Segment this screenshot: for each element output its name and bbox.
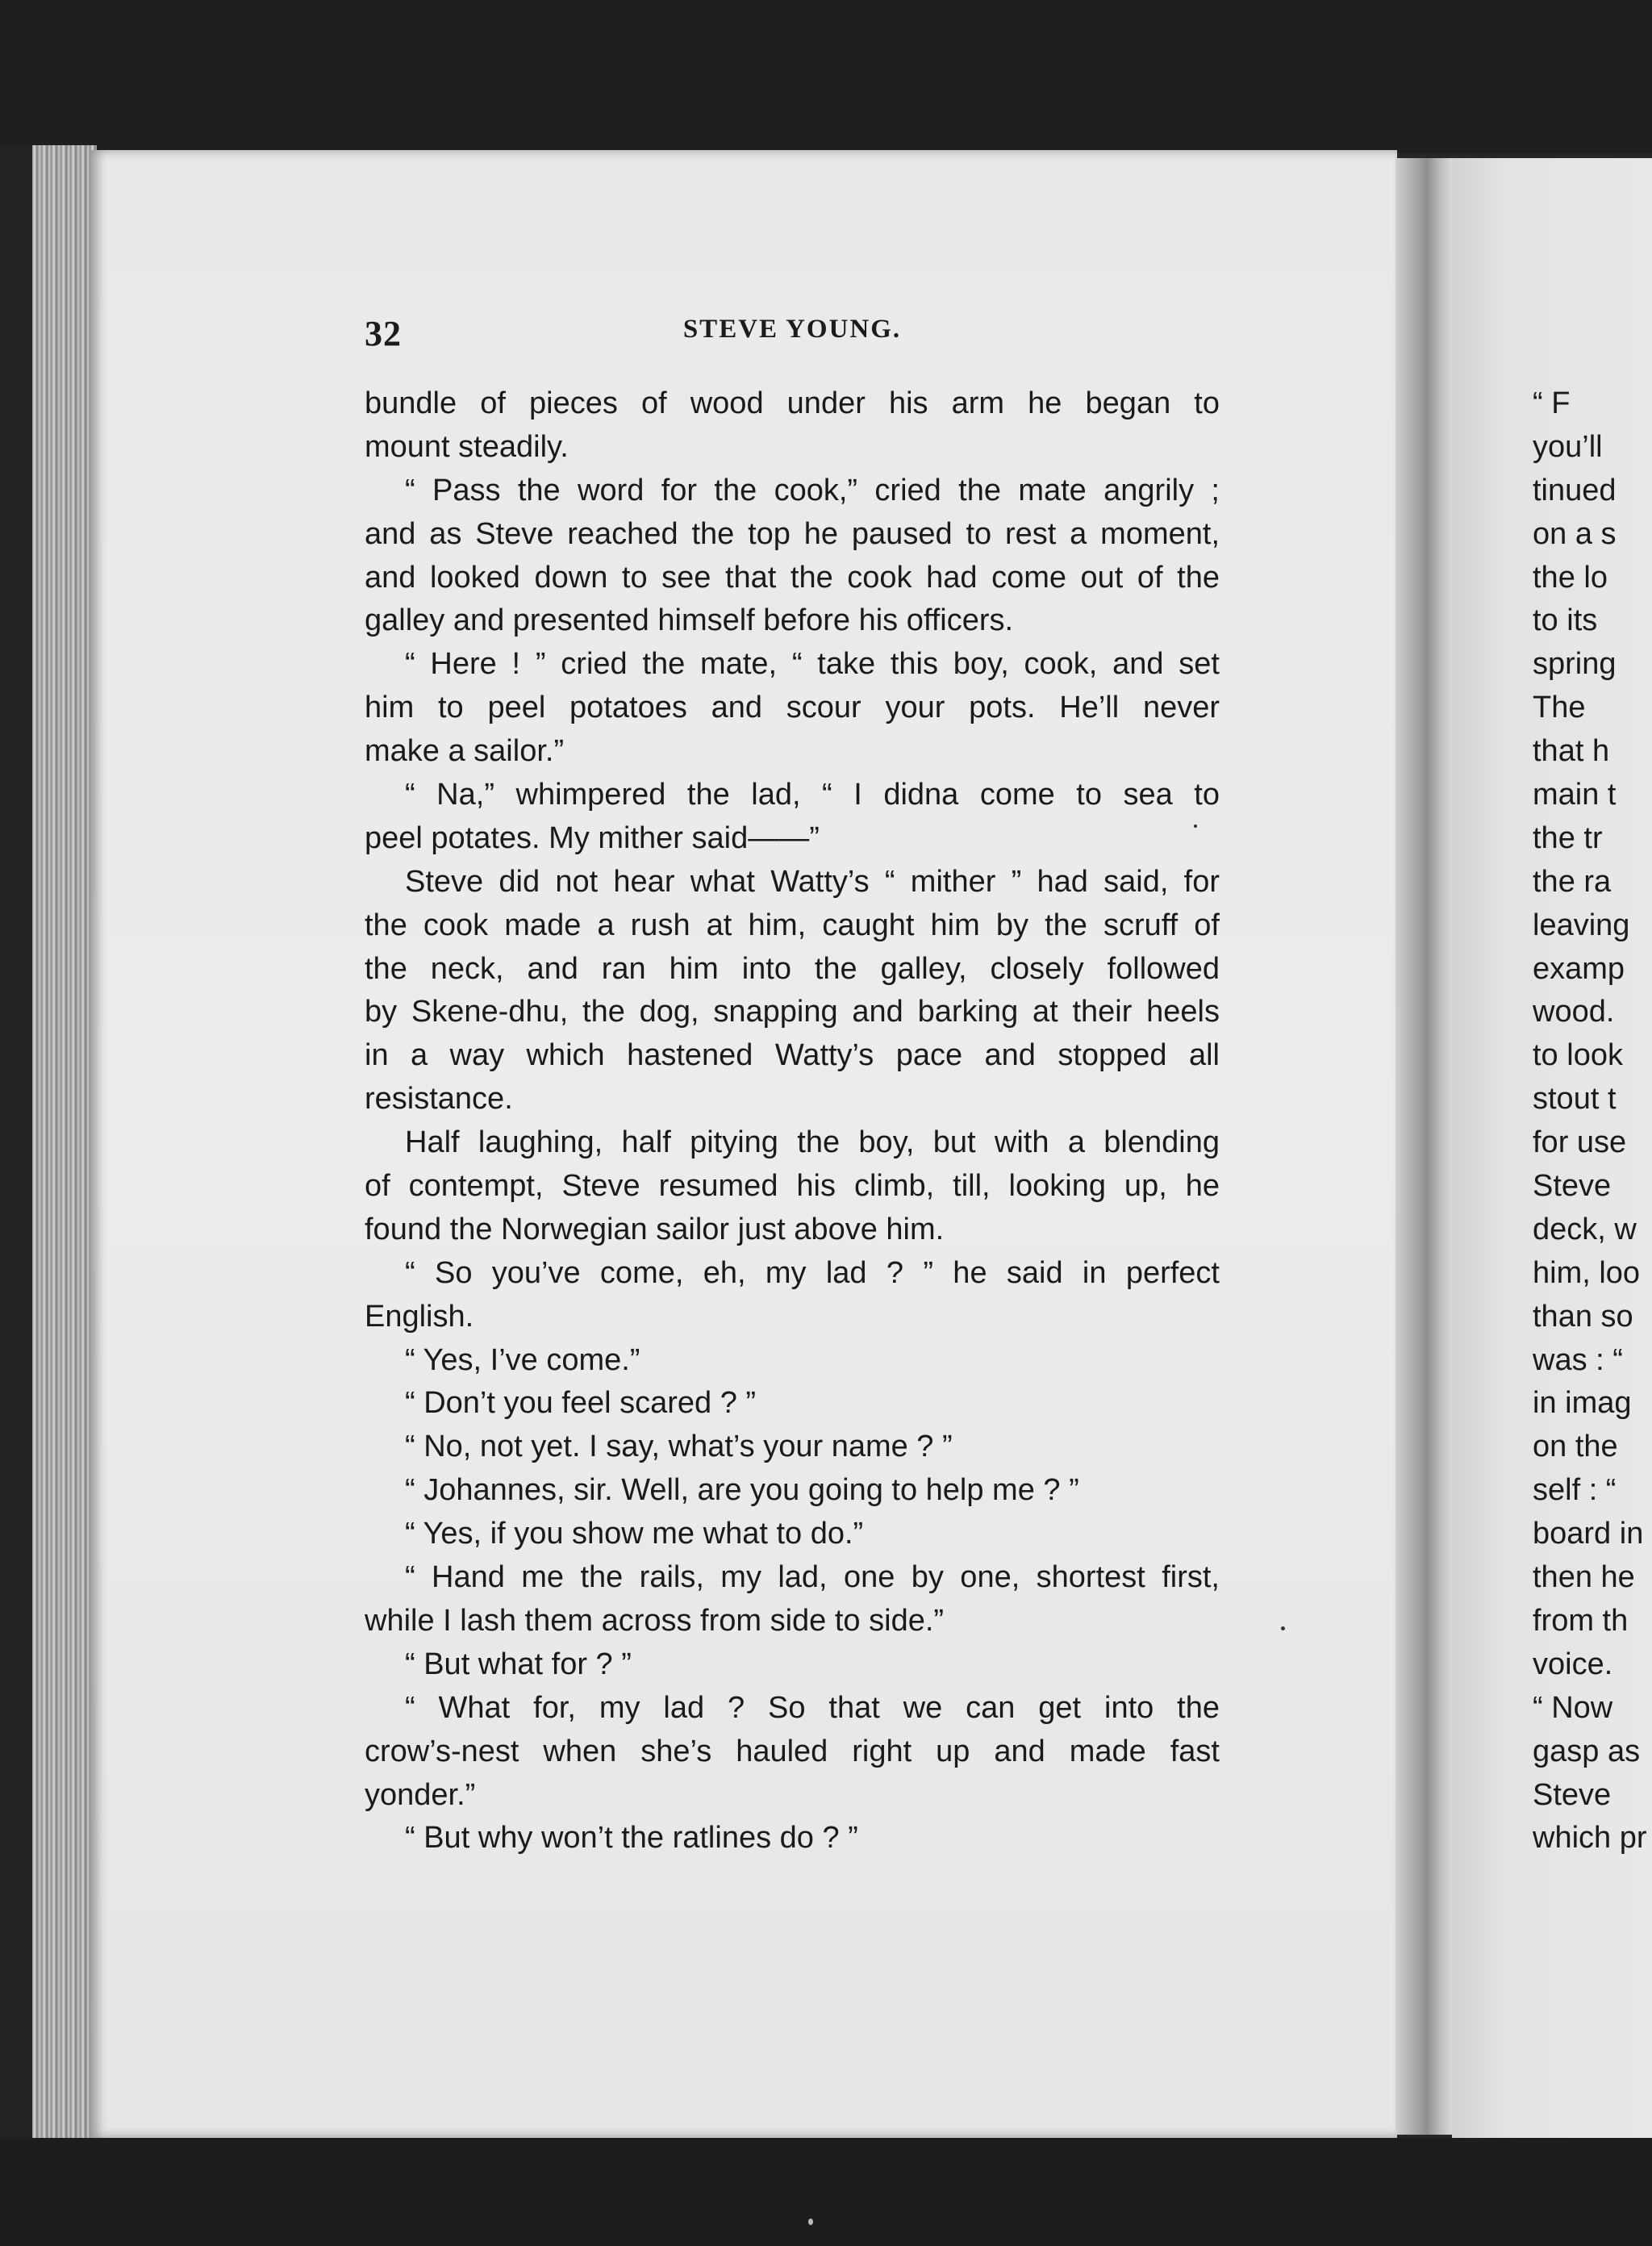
text-line: by Skene-dhu, the dog, snapping and barking at their heels — [365, 995, 1220, 1029]
text-line: while I lash them across from side to side.” — [365, 1603, 945, 1638]
text-line: Steve — [1533, 1169, 1612, 1204]
text-line: of contempt, Steve resumed his climb, till, looking up, he — [365, 1169, 1220, 1204]
scan-speck — [1281, 1626, 1285, 1630]
text-line: examp — [1533, 951, 1625, 986]
text-line: gasp as — [1533, 1734, 1641, 1768]
scan-speck — [1194, 825, 1197, 828]
text-line: and as Steve reached the top he paused to rest a moment, — [365, 516, 1220, 551]
text-line: “ Now — [1533, 1690, 1613, 1725]
text-line: mount steadily. — [365, 429, 569, 464]
text-line: “ No, not yet. I say, what’s your name ? ” — [405, 1430, 953, 1464]
text-line: the lo — [1533, 560, 1608, 595]
right-page-partial-text — [1533, 382, 1647, 1860]
left-page-body-text — [365, 382, 1220, 1860]
text-line: “ Here ! ” cried the mate, “ take this boy, cook, and set — [405, 647, 1220, 682]
text-line: “ But what for ? ” — [405, 1647, 632, 1681]
text-line: stout t — [1533, 1082, 1617, 1117]
text-line: leaving — [1533, 908, 1630, 942]
text-line: English. — [365, 1299, 474, 1334]
book-gutter — [1395, 158, 1452, 2135]
text-line: “ Johannes, sir. Well, are you going to help me ? ” — [405, 1473, 1079, 1508]
text-line: on the — [1533, 1430, 1618, 1464]
scan-background-top — [0, 0, 1652, 153]
text-line: peel potates. My mither said——” — [365, 820, 820, 855]
text-line: tinued — [1533, 473, 1617, 507]
text-line: Steve did not hear what Watty’s “ mither ” had said, for — [405, 864, 1220, 899]
text-line: the neck, and ran him into the galley, closely followed — [365, 951, 1220, 986]
text-line: “ Hand me the rails, my lad, one by one, shortest first, — [405, 1560, 1220, 1595]
text-line: Steve — [1533, 1777, 1612, 1812]
scan-speck — [808, 2219, 813, 2225]
text-line: resistance. — [365, 1082, 513, 1117]
text-line: on a s — [1533, 516, 1617, 551]
text-line: “ So you’ve come, eh, my lad ? ” he said in perfect — [405, 1255, 1220, 1290]
text-line: then he — [1533, 1560, 1635, 1595]
text-line: board in — [1533, 1517, 1644, 1551]
text-line: “ Don’t you feel scared ? ” — [405, 1386, 757, 1421]
text-line: voice. — [1533, 1647, 1613, 1681]
scan-background-left — [0, 145, 32, 2146]
text-line: the cook made a rush at him, caught him by the scruff of — [365, 908, 1220, 942]
text-line: “ F — [1533, 386, 1571, 420]
text-line: that h — [1533, 734, 1610, 769]
text-line: crow’s-nest when she’s hauled right up and made fast — [365, 1734, 1220, 1768]
text-line: him to peel potatoes and scour your pots. He’ll never — [365, 691, 1220, 725]
text-line: make a sailor.” — [365, 734, 565, 769]
text-line: The — [1533, 691, 1586, 725]
text-line: Half laughing, half pitying the boy, but with a blending — [405, 1125, 1220, 1160]
text-line: the tr — [1533, 820, 1603, 855]
text-line: found the Norwegian sailor just above him. — [365, 1212, 945, 1246]
text-line: “ Yes, if you show me what to do.” — [405, 1517, 864, 1551]
text-line: “ What for, my lad ? So that we can get into the — [405, 1690, 1220, 1725]
text-line: “ Pass the word for the cook,” cried the mate angrily ; — [405, 473, 1220, 507]
text-line: yonder.” — [365, 1777, 476, 1812]
text-line: “ Yes, I’ve come.” — [405, 1342, 640, 1377]
text-line: him, loo — [1533, 1255, 1641, 1290]
text-line: to its — [1533, 603, 1598, 638]
text-line: was : “ — [1533, 1342, 1623, 1377]
text-line: deck, w — [1533, 1212, 1637, 1246]
text-line: “ Na,” whimpered the lad, “ I didna come to sea to — [405, 778, 1220, 812]
text-line: spring — [1533, 647, 1617, 682]
text-line: in imag — [1533, 1386, 1632, 1421]
scan-background-bottom — [0, 2138, 1652, 2246]
page-header — [365, 313, 1220, 352]
text-line: self : “ — [1533, 1473, 1617, 1508]
text-line: the ra — [1533, 864, 1612, 899]
text-line: “ But why won’t the ratlines do ? ” — [405, 1821, 858, 1856]
page-edges — [32, 145, 97, 2138]
text-line: to look — [1533, 1038, 1623, 1073]
text-line: wood. — [1533, 995, 1615, 1029]
text-line: from th — [1533, 1603, 1629, 1638]
text-line: in a way which hastened Watty’s pace and stopped all — [365, 1038, 1220, 1073]
running-head: STEVE YOUNG. — [682, 315, 902, 344]
text-line: bundle of pieces of wood under his arm he began to — [365, 386, 1220, 420]
text-line: than so — [1533, 1299, 1633, 1334]
text-line: and looked down to see that the cook had come out of the — [365, 560, 1220, 595]
text-line: which pr — [1533, 1821, 1647, 1856]
text-line: you’ll — [1533, 429, 1603, 464]
page-number: 32 — [365, 314, 402, 353]
text-line: main t — [1533, 778, 1617, 812]
text-line: galley and presented himself before his officers. — [365, 603, 1014, 638]
text-line: for use — [1533, 1125, 1627, 1160]
